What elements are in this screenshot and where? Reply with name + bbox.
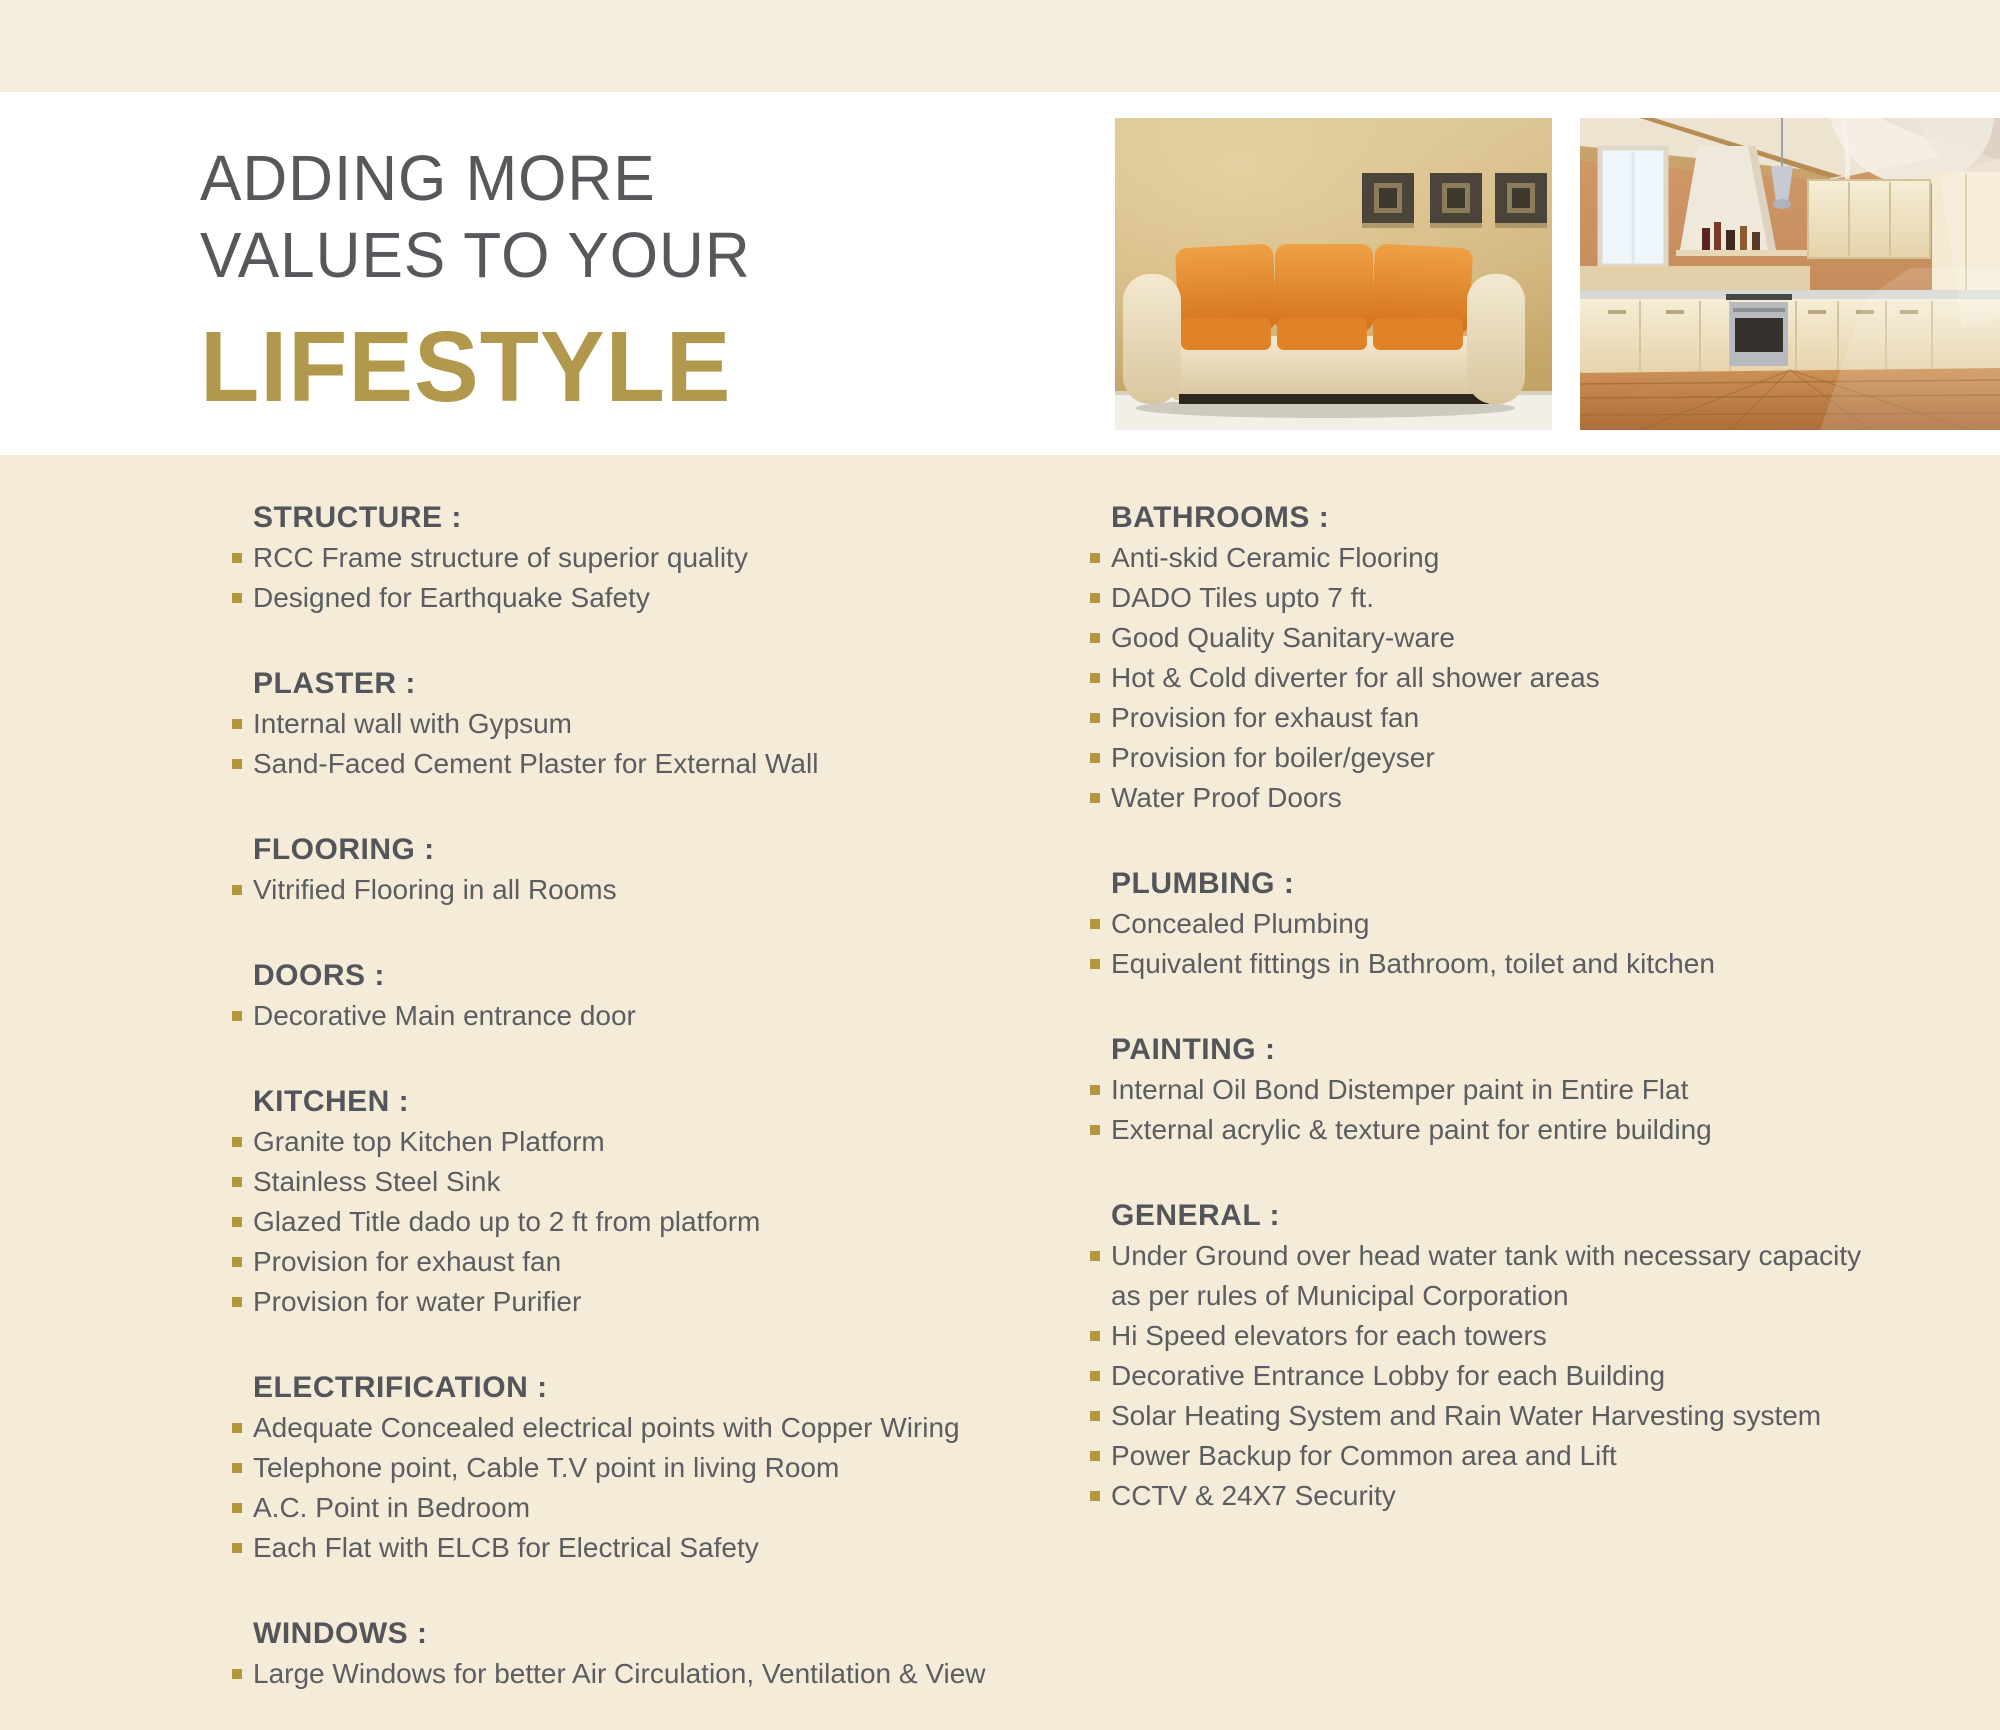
bullet-square-icon	[232, 553, 242, 563]
window	[1594, 148, 1672, 274]
spec-list	[1090, 1236, 1891, 1516]
spec-item-text: Provision for exhaust fan	[1111, 702, 1420, 733]
bullet-square-icon	[232, 1257, 242, 1267]
spec-item-text: Designed for Earthquake Safety	[253, 582, 650, 613]
header-band	[0, 92, 2000, 455]
title-line-2: VALUES TO YOUR	[200, 219, 751, 291]
spec-item	[1090, 538, 1891, 578]
spec-section-heading: STRUCTURE :	[253, 501, 462, 534]
specs-column-left	[232, 498, 1112, 1730]
bullet-square-icon	[232, 1137, 242, 1147]
spec-item-text: Internal Oil Bond Distemper paint in Entire Flat	[1111, 1074, 1689, 1105]
spec-section-heading: DOORS :	[253, 959, 385, 992]
bullet-square-icon	[1090, 753, 1100, 763]
spec-item-text: RCC Frame structure of superior quality	[253, 542, 748, 573]
sofa-shape	[1123, 243, 1525, 418]
spec-list	[1090, 538, 1891, 818]
spec-item-text: Vitrified Flooring in all Rooms	[253, 874, 617, 905]
spec-item	[1090, 698, 1891, 738]
bullet-square-icon	[232, 719, 242, 729]
bullet-square-icon	[232, 1463, 242, 1473]
kitchen-interior-photo	[1580, 118, 2000, 430]
page-title	[200, 140, 768, 423]
spec-section-heading: ELECTRIFICATION :	[253, 1371, 548, 1404]
bullet-square-icon	[232, 1297, 242, 1307]
spec-item-text: Sand-Faced Cement Plaster for External Wall	[253, 748, 819, 779]
spec-item	[1090, 1316, 1891, 1356]
bullet-square-icon	[232, 759, 242, 769]
spec-section-left-1	[232, 664, 1112, 784]
spec-item	[1090, 1436, 1891, 1476]
spec-item	[232, 744, 1112, 784]
spec-list	[232, 538, 1112, 618]
spec-item-text: Decorative Main entrance door	[253, 1000, 636, 1031]
spec-item	[1090, 1356, 1891, 1396]
spec-item	[1090, 944, 1891, 984]
bullet-square-icon	[232, 1543, 242, 1553]
spec-section-left-0	[232, 498, 1112, 618]
spec-item-text: Solar Heating System and Rain Water Harvesting system	[1111, 1400, 1822, 1431]
spec-section-heading: PAINTING :	[1111, 1033, 1276, 1066]
spec-item-text: External acrylic & texture paint for entire building	[1111, 1114, 1712, 1145]
spec-item	[1090, 1110, 1891, 1150]
spec-item	[1090, 1396, 1891, 1436]
bullet-square-icon	[1090, 553, 1100, 563]
spec-section-heading: PLUMBING :	[1111, 867, 1295, 900]
spec-item	[232, 578, 1112, 618]
spec-section-heading: BATHROOMS :	[1111, 501, 1330, 534]
spec-item-text: Provision for boiler/geyser	[1111, 742, 1435, 773]
bullet-square-icon	[232, 1503, 242, 1513]
spec-item	[1090, 1236, 1891, 1316]
bullet-square-icon	[1090, 713, 1100, 723]
spec-item-text: Internal wall with Gypsum	[253, 708, 573, 739]
spec-list	[1090, 1070, 1891, 1150]
top-strip	[0, 0, 2000, 92]
spec-item	[232, 1242, 1112, 1282]
bullet-square-icon	[232, 1669, 242, 1679]
spec-item	[232, 1408, 1112, 1448]
bullet-square-icon	[1090, 1411, 1100, 1421]
spec-item-text: Hi Speed elevators for each towers	[1111, 1320, 1547, 1351]
spec-item	[232, 704, 1112, 744]
spec-section-left-6	[232, 1614, 1112, 1694]
spec-item	[1090, 904, 1891, 944]
kitchen-illustration	[1580, 118, 2000, 430]
spec-list	[232, 1122, 1112, 1322]
spec-item	[232, 1202, 1112, 1242]
spec-item-text: Concealed Plumbing	[1111, 908, 1370, 939]
spec-section-heading: FLOORING :	[253, 833, 435, 866]
spec-item-text: Equivalent fittings in Bathroom, toilet and kitchen	[1111, 948, 1715, 979]
spec-item	[232, 1654, 1112, 1694]
spec-item-text: A.C. Point in Bedroom	[253, 1492, 531, 1523]
bullet-square-icon	[232, 1217, 242, 1227]
spec-item-text: Adequate Concealed electrical points with Copper Wiring	[253, 1412, 960, 1443]
spec-item-text: Telephone point, Cable T.V point in living Room	[253, 1452, 840, 1483]
spec-section-right-3	[1090, 1196, 1891, 1516]
spec-item	[1090, 778, 1891, 818]
spec-item	[1090, 578, 1891, 618]
bullet-square-icon	[1090, 1491, 1100, 1501]
spec-item-text: Under Ground over head water tank with necessary capacity as per rules of Municipal Corporation	[1111, 1240, 1862, 1311]
bullet-square-icon	[1090, 633, 1100, 643]
spec-section-right-2	[1090, 1030, 1891, 1150]
spec-item	[1090, 738, 1891, 778]
spec-list	[1090, 904, 1891, 984]
bullet-square-icon	[232, 1011, 242, 1021]
spec-item	[232, 1122, 1112, 1162]
bullet-square-icon	[1090, 1125, 1100, 1135]
spec-item	[1090, 658, 1891, 698]
bullet-square-icon	[232, 593, 242, 603]
spec-item-text: Glazed Title dado up to 2 ft from platform	[253, 1206, 761, 1237]
spec-section-left-3	[232, 956, 1112, 1036]
spec-section-right-0	[1090, 498, 1891, 818]
spec-item-text: CCTV & 24X7 Security	[1111, 1480, 1396, 1511]
bullet-square-icon	[232, 1177, 242, 1187]
spec-item-text: Water Proof Doors	[1111, 782, 1342, 813]
spec-section-heading: WINDOWS :	[253, 1617, 428, 1650]
title-line-1: ADDING MORE	[200, 142, 656, 214]
bullet-square-icon	[232, 885, 242, 895]
bullet-square-icon	[232, 1423, 242, 1433]
spec-item-text: Each Flat with ELCB for Electrical Safety	[253, 1532, 759, 1563]
spec-list	[232, 870, 1112, 910]
bullet-square-icon	[1090, 1331, 1100, 1341]
spec-section-heading: KITCHEN :	[253, 1085, 410, 1118]
spec-item	[232, 1282, 1112, 1322]
spec-item	[232, 1162, 1112, 1202]
spec-item-text: Good Quality Sanitary-ware	[1111, 622, 1455, 653]
bullet-square-icon	[1090, 1451, 1100, 1461]
spec-item-text: Hot & Cold diverter for all shower areas	[1111, 662, 1600, 693]
backsplash	[1580, 266, 1810, 292]
spec-item	[232, 996, 1112, 1036]
spec-item	[232, 870, 1112, 910]
bullet-square-icon	[1090, 593, 1100, 603]
bullet-square-icon	[1090, 793, 1100, 803]
spec-item	[232, 1448, 1112, 1488]
spec-item-text: Large Windows for better Air Circulation, Ventilation & View	[253, 1658, 986, 1689]
oven	[1726, 294, 1792, 366]
spec-item-text: Granite top Kitchen Platform	[253, 1126, 605, 1157]
spec-item-text: Decorative Entrance Lobby for each Building	[1111, 1360, 1666, 1391]
spec-item-text: Provision for exhaust fan	[253, 1246, 562, 1277]
spec-item	[1090, 1070, 1891, 1110]
spec-section-right-1	[1090, 864, 1891, 984]
spec-item	[1090, 1476, 1891, 1516]
spec-item-text: Anti-skid Ceramic Flooring	[1111, 542, 1440, 573]
wall-frames-icon	[1362, 173, 1547, 228]
spec-section-left-2	[232, 830, 1112, 910]
spec-section-heading: PLASTER :	[253, 667, 416, 700]
spec-item	[232, 1528, 1112, 1568]
spec-section-heading: GENERAL :	[1111, 1199, 1280, 1232]
spec-item-text: Provision for water Purifier	[253, 1286, 582, 1317]
spec-item-text: DADO Tiles upto 7 ft.	[1111, 582, 1374, 613]
bullet-square-icon	[1090, 919, 1100, 929]
specs-column-right	[1090, 498, 1891, 1562]
bullet-square-icon	[1090, 959, 1100, 969]
bullet-square-icon	[1090, 1085, 1100, 1095]
spec-item-text: Power Backup for Common area and Lift	[1111, 1440, 1617, 1471]
title-line-3: LIFESTYLE	[200, 311, 732, 423]
spec-item	[232, 538, 1112, 578]
bullet-square-icon	[1090, 1371, 1100, 1381]
spec-list	[232, 1654, 1112, 1694]
spec-list	[232, 1408, 1112, 1568]
sofa-illustration	[1115, 118, 1552, 430]
living-room-sofa-photo	[1115, 118, 1552, 430]
spec-item-text: Stainless Steel Sink	[253, 1166, 501, 1197]
bullet-square-icon	[1090, 673, 1100, 683]
spec-item	[1090, 618, 1891, 658]
spec-section-left-4	[232, 1082, 1112, 1322]
spec-item	[232, 1488, 1112, 1528]
bullet-square-icon	[1090, 1251, 1100, 1261]
spec-section-left-5	[232, 1368, 1112, 1568]
spec-list	[232, 996, 1112, 1036]
spec-list	[232, 704, 1112, 784]
